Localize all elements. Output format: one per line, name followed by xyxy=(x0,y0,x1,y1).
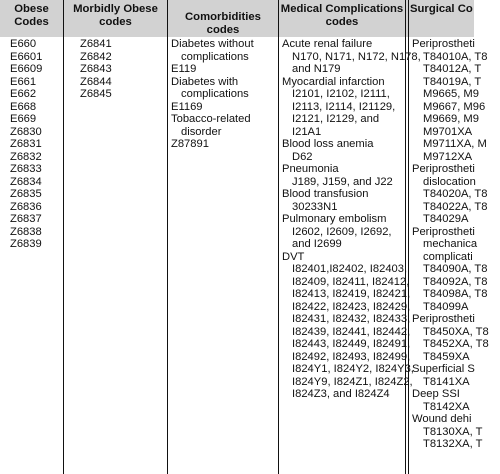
surgical-code-line: T8132XA, T xyxy=(423,438,483,450)
complication-code-line: I824Y9, I824Z1, I824Z2, xyxy=(292,375,413,388)
comorbidity-name: Diabetes with xyxy=(171,75,239,88)
obese-code: Z6831 xyxy=(10,138,42,150)
surgical-code-line: T84090A, T8 xyxy=(423,263,488,275)
header-line: Medical Complications xyxy=(280,3,404,15)
complication-entry xyxy=(279,138,405,163)
comorbidity-entry xyxy=(168,76,277,114)
surgical-code-line: T8459XA xyxy=(423,350,470,363)
surgical-name: Deep SSI xyxy=(412,388,460,400)
complication-code-line: I82492, I82493, I82499, xyxy=(292,350,411,363)
obese-code: Z6834 xyxy=(10,175,42,188)
obese-codes-column xyxy=(10,38,62,474)
header-line: Obese xyxy=(14,3,49,15)
comorbidity-code: E119 xyxy=(171,63,197,75)
morbidly-obese-code: Z6842 xyxy=(80,50,112,63)
surgical-code-line: T84022A, T8 xyxy=(423,200,488,213)
obese-code: Z6839 xyxy=(10,238,42,250)
complication-entry xyxy=(279,38,421,76)
surgical-code-line: T8130XA, T xyxy=(423,425,483,438)
complication-name: Blood transfusion xyxy=(282,188,369,200)
header-line: codes xyxy=(99,16,132,28)
complication-code-line: I2602, I2609, I2692, xyxy=(292,225,392,238)
comorbidity-code: E1169 xyxy=(171,100,203,113)
obese-code: Z6830 xyxy=(10,125,42,138)
complication-code-line: I82443, I82449, I82491, xyxy=(292,338,411,350)
surgical-entry xyxy=(410,413,483,451)
surgical-name: Wound dehi xyxy=(412,413,472,425)
obese-code: E6601 xyxy=(10,50,43,63)
surgical-name: dislocation xyxy=(423,175,476,188)
obese-code: Z6837 xyxy=(10,213,42,225)
complication-code-line: I2121, I2129, and xyxy=(292,113,380,125)
surgical-code-line: T84099A xyxy=(423,300,469,313)
complication-code-line: I82422, I82423, I82429, xyxy=(292,300,411,313)
comorbidity-name: complications xyxy=(181,88,249,100)
complication-entry xyxy=(279,163,405,188)
surgical-name: Periprostheti xyxy=(412,38,475,50)
morbidly-obese-code: Z6843 xyxy=(80,63,112,75)
complication-code-line: and I2699 xyxy=(292,238,342,250)
comorbidity-name: Diabetes without xyxy=(171,38,254,50)
complication-code-line: I82401,I82402, I82403, xyxy=(292,263,408,275)
header-morbidly-obese-codes xyxy=(64,0,167,37)
comorbidity-code: Z87891 xyxy=(171,138,209,150)
complication-code-line: I2113, I2114, I21129, xyxy=(292,100,396,113)
obese-code: Z6836 xyxy=(10,200,42,213)
comorbidity-name: complications xyxy=(181,50,249,63)
complication-name: Acute renal failure xyxy=(282,38,373,50)
obese-code: Z6833 xyxy=(10,163,42,175)
obese-code: E6609 xyxy=(10,63,43,75)
table-header-row xyxy=(0,0,474,37)
surgical-code-line: M9711XA, M xyxy=(423,138,487,150)
obese-code: E668 xyxy=(10,100,37,113)
surgical-code-line: M9701XA xyxy=(423,125,473,138)
surgical-code-line: T8141XA xyxy=(423,375,470,388)
column-divider xyxy=(63,0,64,474)
obese-code: E662 xyxy=(10,88,37,100)
surgical-code-line: M9712XA xyxy=(423,150,473,163)
morbidly-obese-code: Z6845 xyxy=(80,88,112,100)
complication-code-line: I824Z3, and I824Z4 xyxy=(292,388,390,400)
header-line: Morbidly Obese xyxy=(73,3,158,15)
complication-code-line: N170, N171, N172, N178, xyxy=(292,50,421,63)
surgical-code-line: T84092A, T8 xyxy=(423,275,488,288)
complication-code-line: and N179 xyxy=(292,63,341,75)
complication-code-line: I82413, I82419, I82421, xyxy=(292,288,411,300)
header-line: Comorbidities codes xyxy=(185,11,261,36)
complication-entry xyxy=(279,76,405,139)
column-divider xyxy=(405,0,406,474)
complication-code-line: I824Y1, I824Y2, I824Y3, xyxy=(292,363,414,375)
surgical-complications-column xyxy=(410,38,489,474)
surgical-name: Periprostheti xyxy=(412,163,475,175)
surgical-code-line: T8142XA xyxy=(423,400,470,413)
morbidly-obese-code: Z6844 xyxy=(80,75,112,88)
obese-code: Z6838 xyxy=(10,225,42,238)
surgical-code-line: complicati xyxy=(423,250,473,263)
surgical-code-line: T84098A, T8 xyxy=(423,288,488,300)
complication-name: Myocardial infarction xyxy=(282,75,385,88)
complication-code-line: D62 xyxy=(292,150,313,163)
comorbidity-entry xyxy=(168,113,277,151)
surgical-entry xyxy=(410,363,474,388)
header-obese-codes xyxy=(0,0,63,37)
complication-name: DVT xyxy=(282,250,305,263)
header-medical-complications-codes xyxy=(279,0,405,37)
complication-code-line: I21A1 xyxy=(292,125,322,138)
comorbidities-column xyxy=(168,38,277,474)
surgical-code-line: M9667, M96 xyxy=(423,100,486,113)
obese-code: E669 xyxy=(10,113,37,125)
complication-name: Blood loss anemia xyxy=(282,138,374,150)
obese-code: Z6832 xyxy=(10,150,42,163)
surgical-name: Periprostheti xyxy=(412,225,475,238)
surgical-code-line: T84029A xyxy=(423,213,469,225)
surgical-entry xyxy=(410,163,488,226)
surgical-entry xyxy=(410,225,488,314)
medical-complications-column xyxy=(279,38,421,474)
header-surgical-complications-codes xyxy=(410,0,500,37)
header-line: codes xyxy=(325,16,359,28)
complication-entry xyxy=(279,213,405,251)
complication-entry xyxy=(279,188,405,213)
surgical-code-line: M9669, M9 xyxy=(423,113,479,125)
surgical-code-line: T8450XA, T8 xyxy=(423,325,489,338)
complication-code-line: J189, J159, and J22 xyxy=(292,175,393,188)
complication-entry xyxy=(279,250,414,401)
complication-name: Pneumonia xyxy=(282,163,339,175)
surgical-code-line: T84020A, T8 xyxy=(423,188,488,200)
surgical-name: Superficial S xyxy=(412,363,475,375)
obese-code: E661 xyxy=(10,75,37,88)
comorbidity-name: Tobacco-related xyxy=(171,113,251,125)
header-line: Codes xyxy=(14,16,49,28)
column-divider xyxy=(408,0,409,474)
complication-code-line: I82439, I82441, I82442, xyxy=(292,325,411,338)
surgical-code-line: T84012A, T xyxy=(423,63,482,75)
comorbidity-entry xyxy=(168,38,277,76)
surgical-code-line: T8452XA, T8 xyxy=(423,338,489,350)
comorbidity-name: disorder xyxy=(181,125,222,138)
surgical-code-line: T84010A, T8 xyxy=(423,50,488,63)
surgical-name: Periprostheti xyxy=(412,313,475,325)
morbidly-obese-code: Z6841 xyxy=(80,38,112,50)
surgical-entry xyxy=(410,313,489,363)
complication-name: Pulmonary embolism xyxy=(282,213,387,225)
surgical-entry xyxy=(410,388,474,413)
complication-code-line: I82409, I82411, I82412, xyxy=(292,275,410,288)
complication-code-line: I82431, I82432, I82433, xyxy=(292,313,411,325)
surgical-code-line: M9665, M9 xyxy=(423,88,479,100)
obese-code: E660 xyxy=(10,38,37,50)
header-comorbidities-codes xyxy=(168,0,278,37)
surgical-code-line: T84019A, T xyxy=(423,75,482,88)
header-line: Surgical Co xyxy=(410,3,473,15)
surgical-entry xyxy=(410,38,488,163)
morbidly-obese-codes-column xyxy=(80,38,166,474)
surgical-name: mechanica xyxy=(423,238,478,250)
obese-code: Z6835 xyxy=(10,188,42,200)
complication-code-line: 30233N1 xyxy=(292,200,338,213)
complication-code-line: I2101, I2102, I2111, xyxy=(292,88,390,100)
